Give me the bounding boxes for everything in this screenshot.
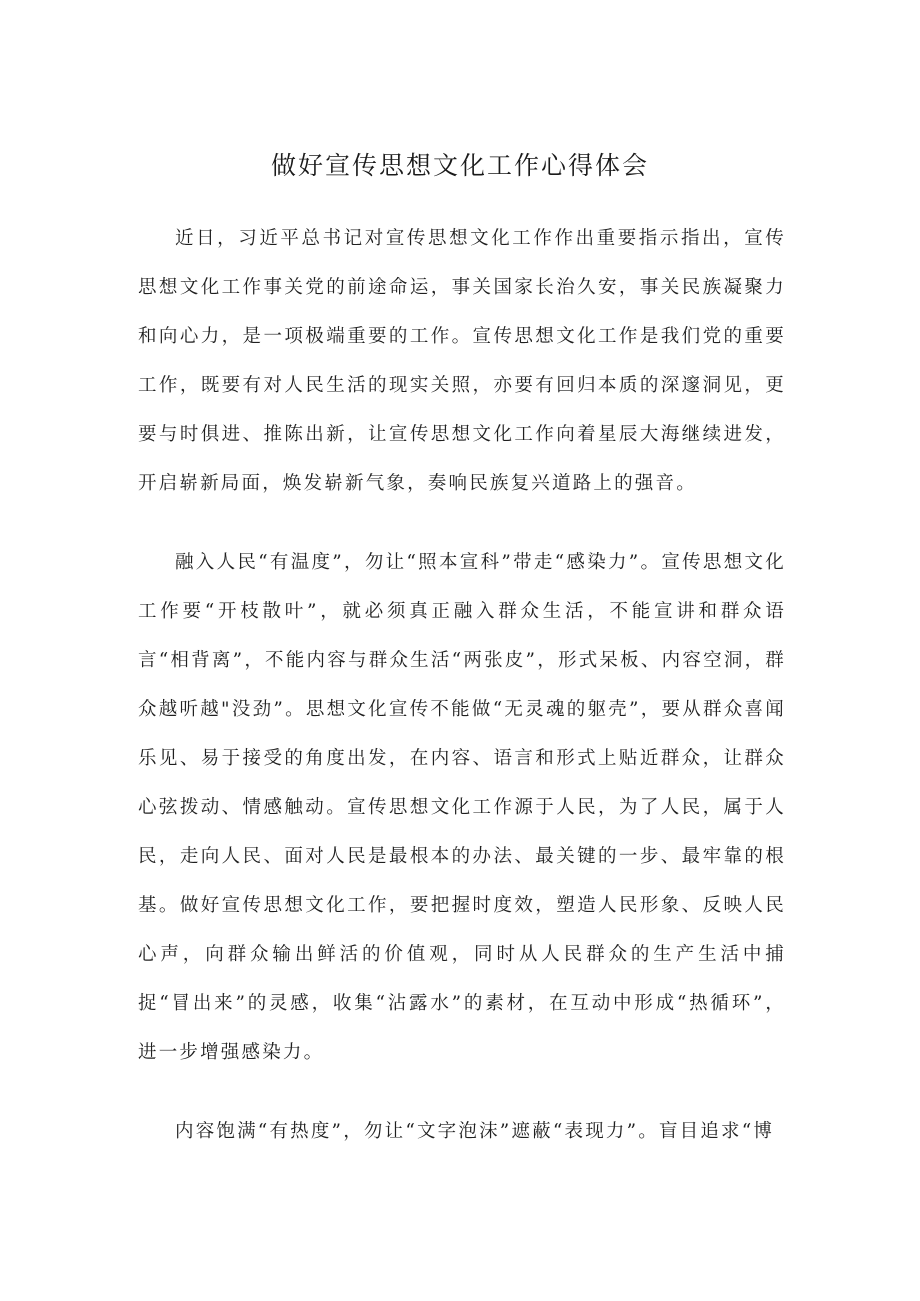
document-body xyxy=(138,214,786,1186)
paragraph-heat: 内容饱满“有热度”，勿让“文字泡沫”遮蔽“表现力”。盲目追求“博 xyxy=(175,1121,775,1142)
paragraph-warmth: 融入人民“有温度”，勿让“照本宣科”带走“感染力”。宣传思想文化工作要“开枝散叶”，就必须真正融入群众生活，不能宣讲和群众语言“相背离”，不能内容与群众生活“两张皮”，形式呆板、内容空洞，群众越听越"没劲”。思想文化宣传不能做“无灵魂的躯壳”，要从群众喜闻乐见、易于接受的角度出发，在内容、语言和形式上贴近群众，让群众心弦拨动、情感触动。宣传思想文化工作源于人民，为了人民，属于人民，走向人民、面对人民是最根本的办法、最关键的一步、最牢靠的根基。做好宣传思想文化工作，要把握时度效，塑造人民形象、反映人民心声，向群众输出鲜活的价值观，同时从人民群众的生产生活中捕捉“冒出来”的灵感，收集“沾露水”的素材，在互动中形成“热循环”，进一步增强感染力。 xyxy=(138,552,786,1063)
paragraph-intro: 近日，习近平总书记对宣传思想文化工作作出重要指示指出，宣传思想文化工作事关党的前途命运，事关国家长治久安，事关民族凝聚力和向心力，是一项极端重要的工作。宣传思想文化工作是我们党的重要工作，既要有对人民生活的现实关照，亦要有回归本质的深邃洞见，更要与时俱进、推陈出新，让宣传思想文化工作向着星辰大海继续进发，开启崭新局面，焕发崭新气象，奏响民族复兴道路上的强音。 xyxy=(138,228,786,494)
document-title: 做好宣传思想文化工作心得体会 xyxy=(270,151,649,180)
